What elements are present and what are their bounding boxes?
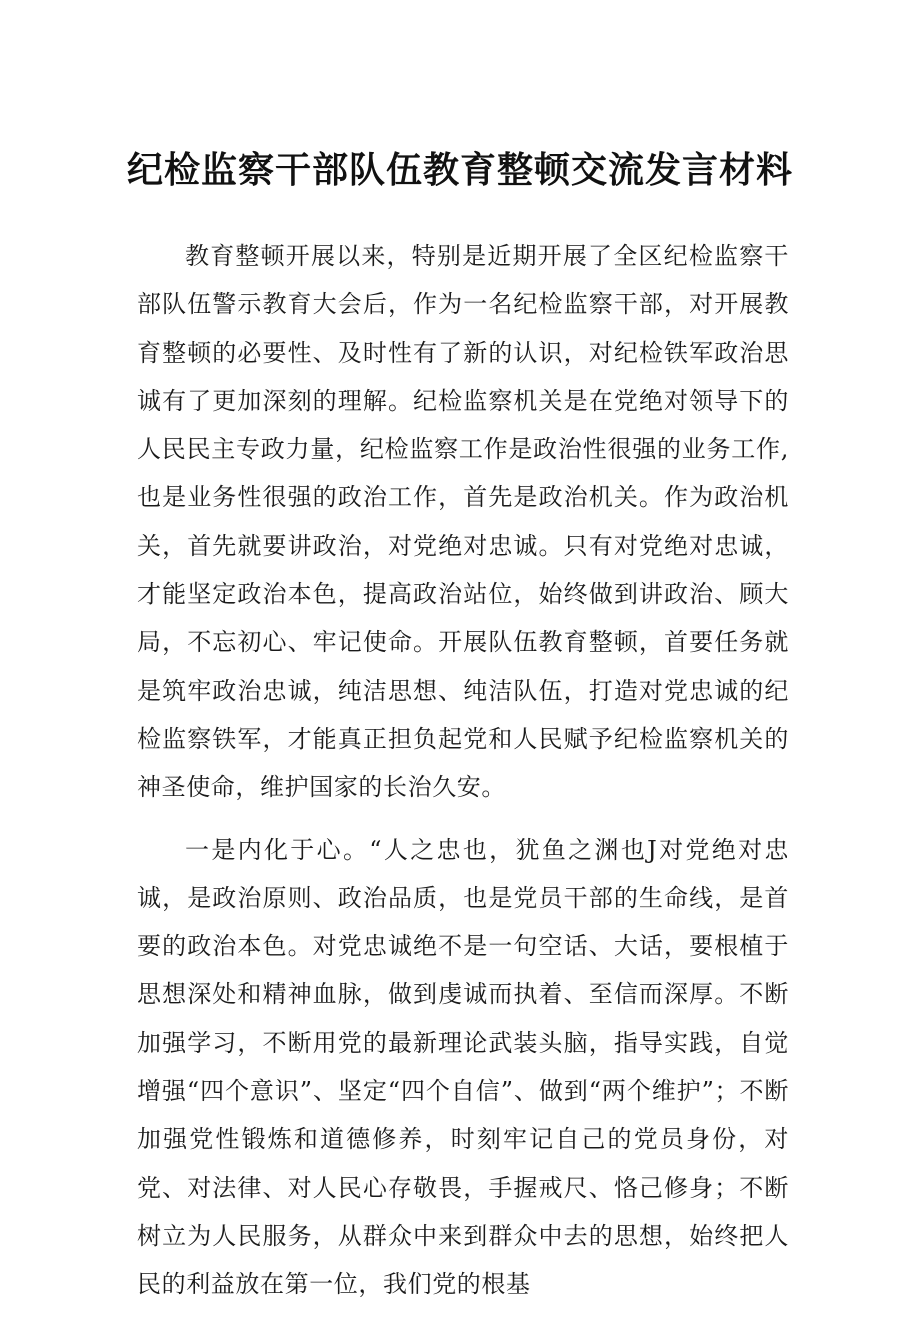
document-title: 纪检监察干部队伍教育整顿交流发言材料 xyxy=(126,150,793,191)
document-body xyxy=(137,232,789,1323)
paragraph-internalize: 一是内化于心。“人之忠也，犹鱼之渊也J对党绝对忠诚，是政治原则、政治品质，也是党员干部的生命线，是首要的政治本色。对党忠诚绝不是一句空话、大话，要根植于思想深处和精神血脉，做到虔诚而执着、至信而深厚。不断加强学习，不断用党的最新理论武装头脑，指导实践，自觉增强“四个意识”、坚定“四个自信”、做到“两个维护”；不断加强党性锻炼和道德修养，时刻牢记自己的党员身份，对党、对法律、对人民心存敬畏，手握戒尺、恪己修身；不断树立为人民服务，从群众中来到群众中去的思想，始终把人民的利益放在第一位，我们党的根基 xyxy=(137,835,789,1299)
paragraph-intro: 教育整顿开展以来，特别是近期开展了全区纪检监察干部队伍警示教育大会后，作为一名纪检监察干部，对开展教育整顿的必要性、及时性有了新的认识，对纪检铁军政治思诚有了更加深刻的理解。纪检监察机关是在党绝对领导下的人民民主专政力量，纪检监察工作是政治性很强的业务工作,也是业务性很强的政治工作，首先是政治机关。作为政治机关，首先就要讲政治，对党绝对忠诚。只有对党绝对忠诚，才能坚定政治本色，提高政治站位，始终做到讲政治、顾大局，不忘初心、牢记使命。开展队伍教育整顿，首要任务就是筑牢政治忠诚，纯洁思想、纯洁队伍，打造对党忠诚的纪检监察铁军，才能真正担负起党和人民赋予纪检监察机关的神圣使命，维护国家的长治久安。 xyxy=(137,242,789,802)
